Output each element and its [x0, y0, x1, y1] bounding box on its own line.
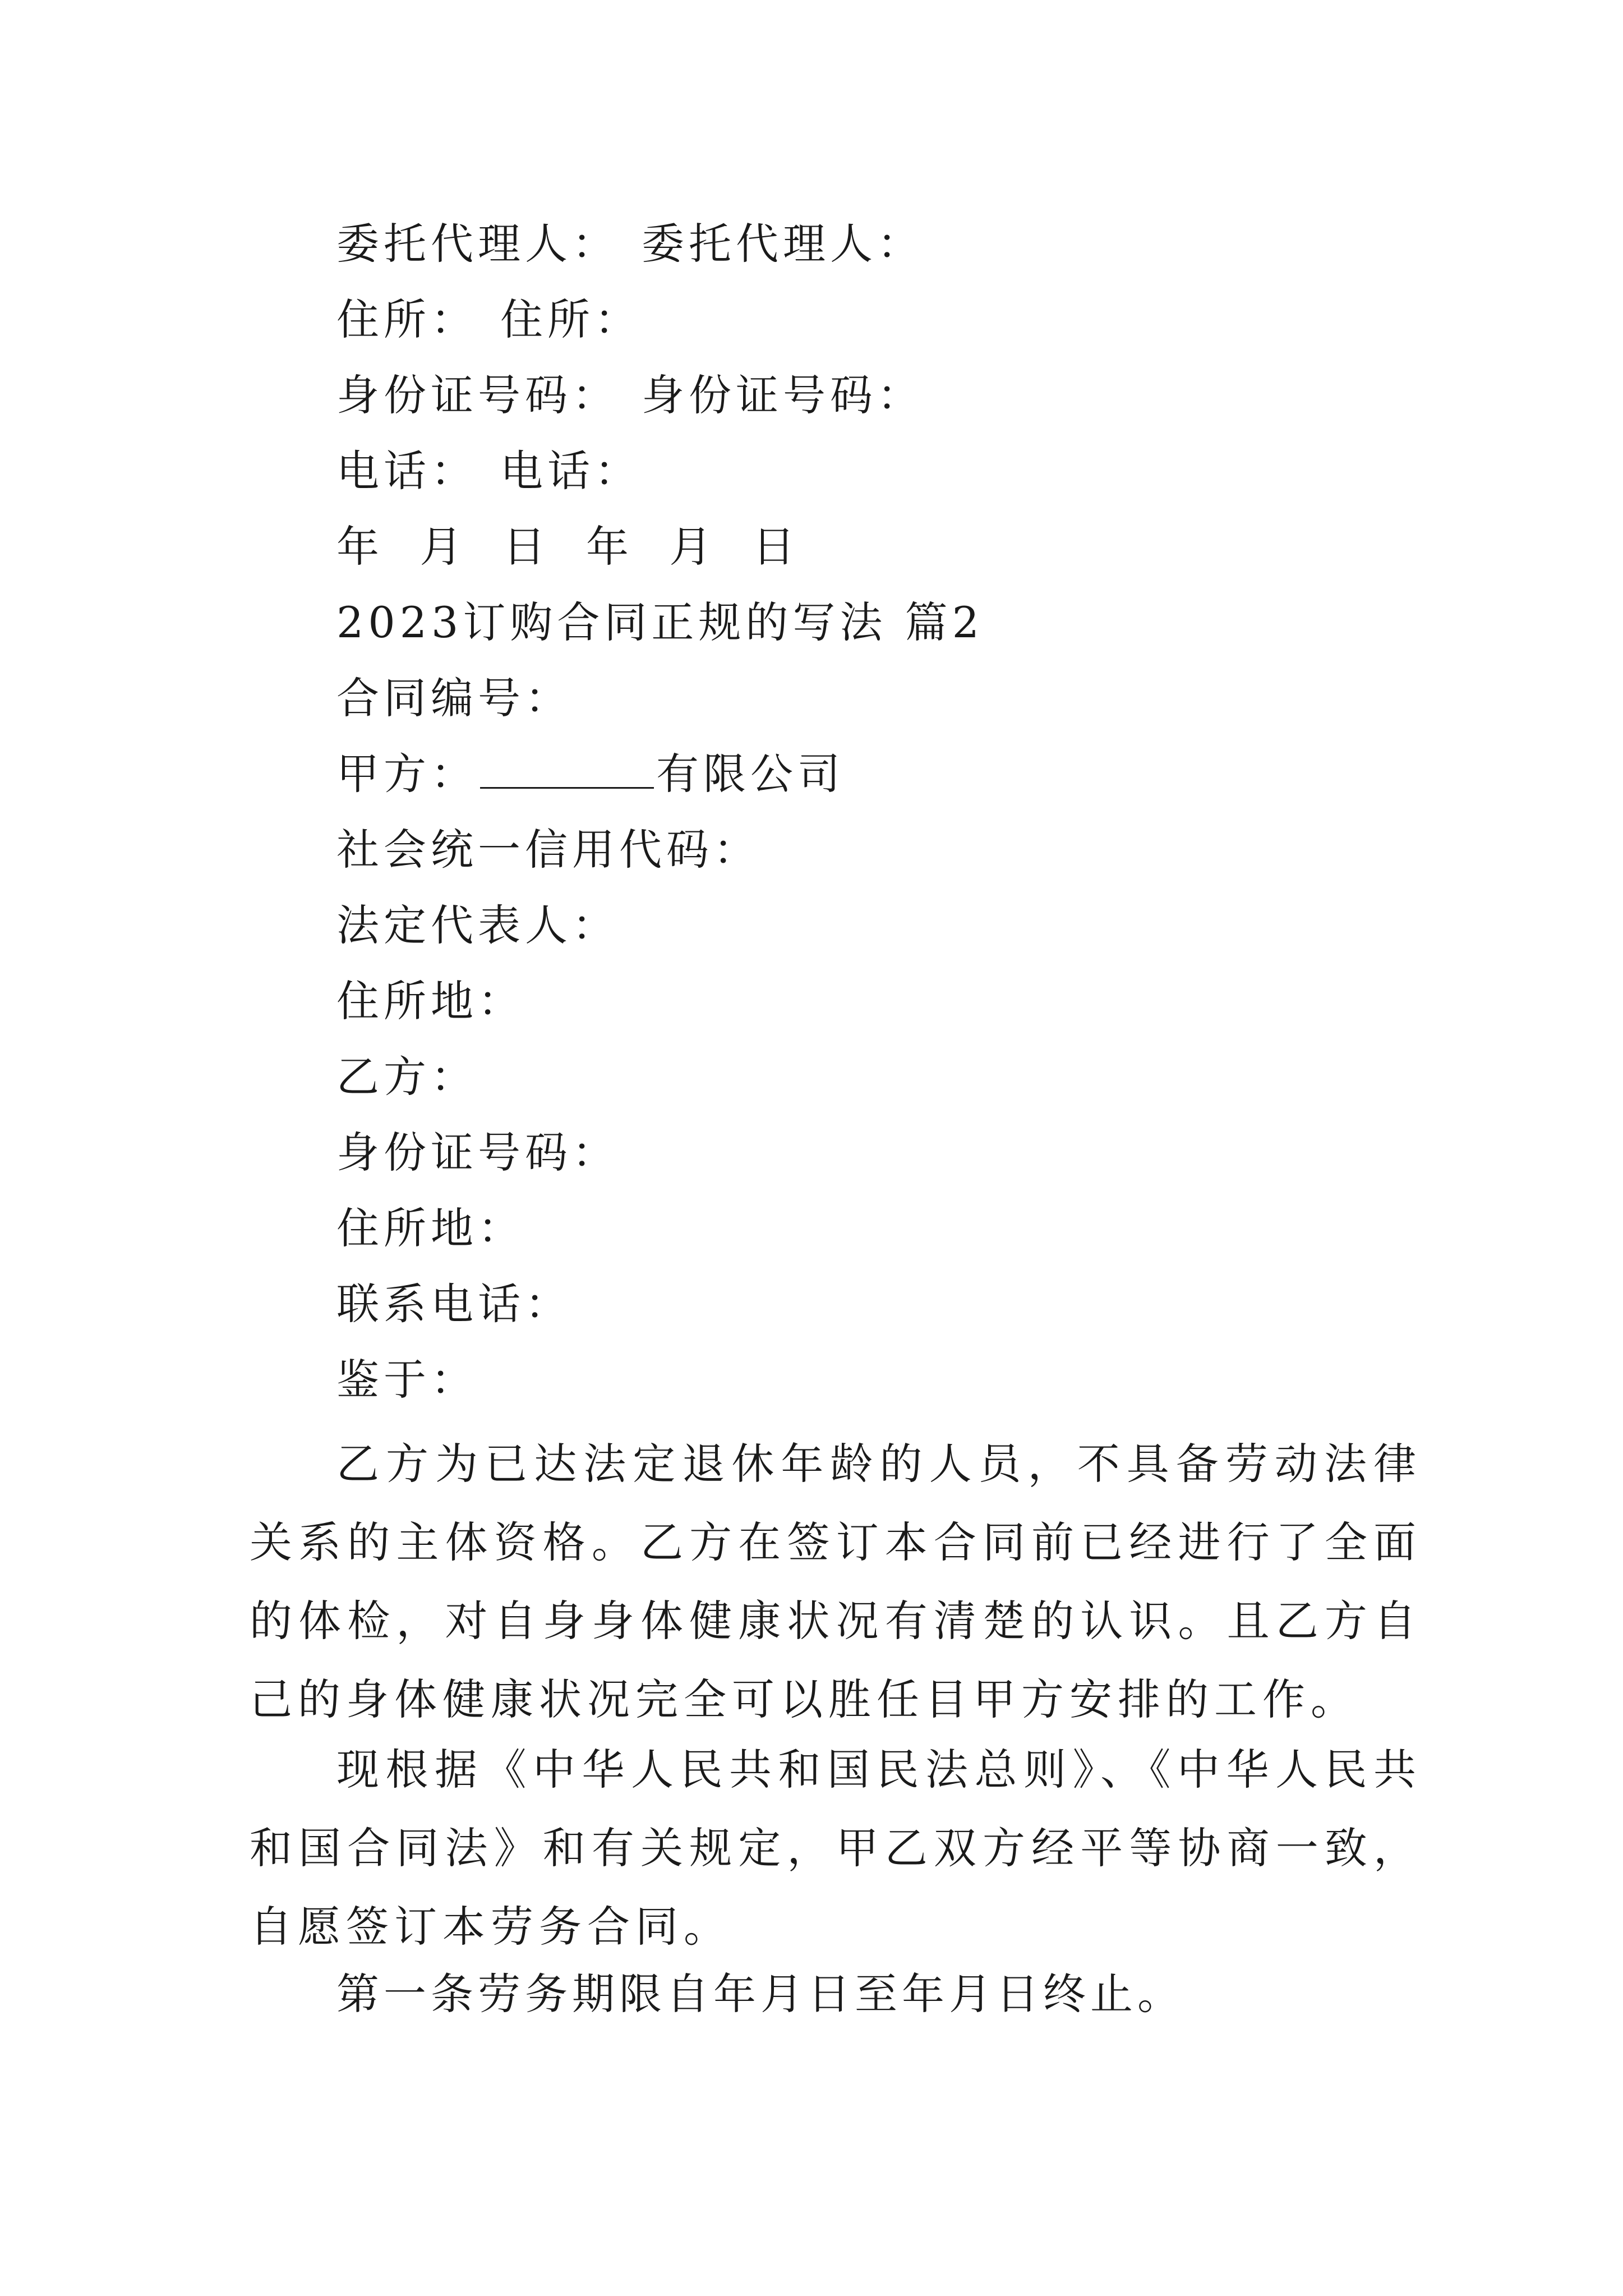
contract-no-label: 合同编号： — [336, 673, 572, 723]
legal-rep-label: 法定代表人： — [336, 900, 619, 950]
agent-label-a: 委托代理人： — [336, 219, 619, 269]
id-number-label-a: 身份证号码： — [336, 370, 619, 420]
company-suffix: 有限公司 — [656, 749, 845, 799]
address-label-a: 住所： — [336, 295, 478, 344]
legal-basis-paragraph: 现根据《中华人民共和国民法总则》、《中华人民共和国合同法》和有关规定，甲乙双方经平等协商一致，自愿签订本劳务合同。 — [250, 1745, 1422, 1952]
id-number-label-b: 身份证号码： — [642, 370, 924, 420]
whereas-label: 鉴于： — [336, 1355, 478, 1405]
address-label-b: 住所： — [500, 295, 642, 344]
article-1: 第一条劳务期限自年月日至年月日终止。 — [336, 1969, 1184, 2019]
section-title: 2023订购合同正规的写法 篇2 — [336, 597, 984, 647]
party-a-line — [336, 746, 845, 802]
whereas-paragraph: 乙方为已达法定退休年龄的人员，不具备劳动法律关系的主体资格。乙方在签订本合同前已经进行了全面的体检，对自身身体健康状况有清楚的认识。且乙方自己的身体健康状况完全可以胜任目甲方安排的工作。 — [250, 1439, 1422, 1724]
phone-line — [336, 443, 642, 499]
credit-code-label: 社会统一信用代码： — [336, 825, 760, 875]
party-b-label: 乙方： — [336, 1052, 478, 1102]
party-a-address-label: 住所地： — [336, 976, 525, 1026]
address-line — [336, 292, 642, 348]
party-b-id-label: 身份证号码： — [336, 1128, 619, 1177]
id-number-line — [336, 367, 924, 424]
phone-label-b: 电话： — [500, 446, 642, 496]
agent-label-b: 委托代理人： — [642, 219, 924, 269]
company-name-blank — [480, 748, 654, 789]
date-line: 年 月 日 年 月 日 — [336, 522, 800, 572]
party-b-phone-label: 联系电话： — [336, 1279, 572, 1329]
phone-label-a: 电话： — [336, 446, 478, 496]
party-a-label: 甲方： — [336, 749, 478, 799]
agent-line — [336, 216, 924, 272]
party-b-address-label: 住所地： — [336, 1203, 525, 1253]
